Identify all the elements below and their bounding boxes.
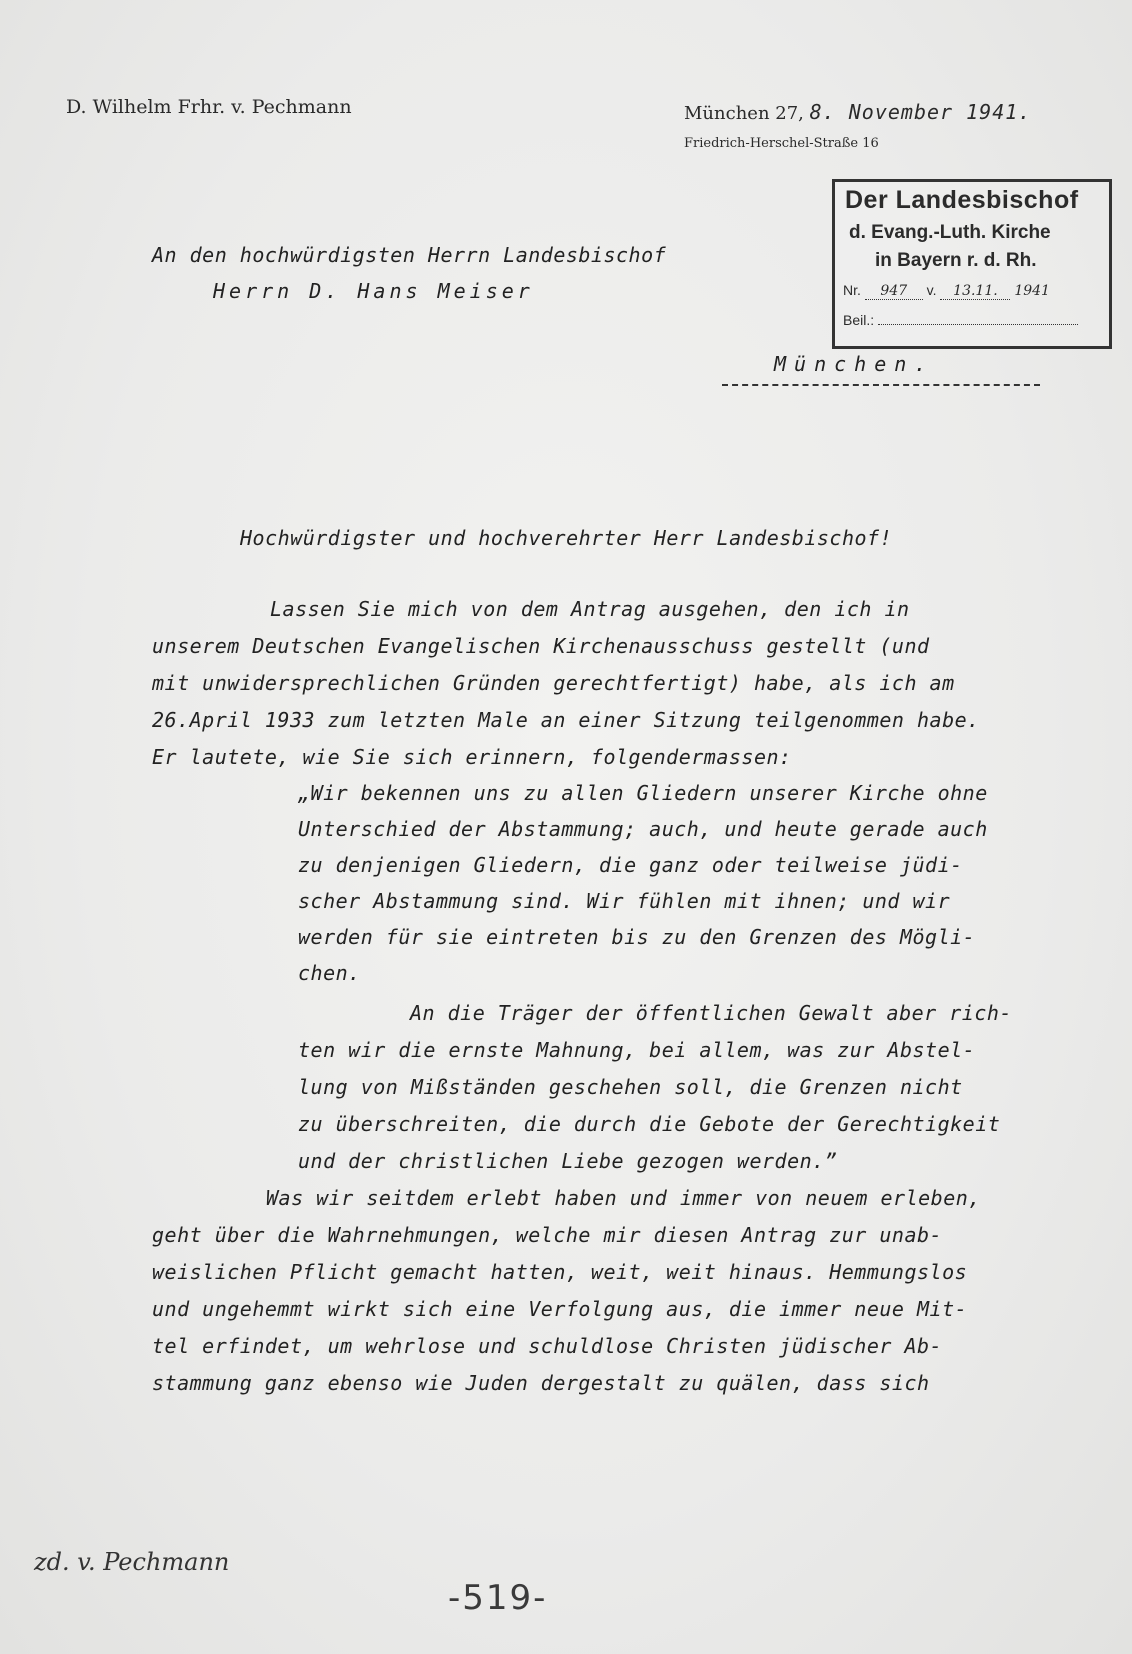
body-line: An die Träger der öffentlichen Gewalt aber rich- <box>410 1001 1012 1025</box>
body-line: lung von Mißständen geschehen soll, die Grenzen nicht <box>298 1075 963 1099</box>
body-line: ten wir die ernste Mahnung, bei allem, was zur Abstel- <box>298 1038 976 1062</box>
body-line: und der christlichen Liebe gezogen werden.” <box>298 1149 838 1173</box>
body-line: tel erfindet, um wehrlose und schuldlose Christen jüdischer Ab- <box>152 1334 943 1358</box>
recipient-line-1: An den hochwürdigsten Herrn Landesbischof <box>152 243 667 267</box>
stamp-v-label: v. <box>926 282 937 298</box>
body-line: Unterschied der Abstammung; auch, und heute gerade auch <box>298 817 988 841</box>
handwritten-signature: zd. v. Pechmann <box>34 1548 230 1576</box>
sender-street: Friedrich-Herschel-Straße 16 <box>684 136 879 151</box>
stamp-beil-row <box>843 312 1093 328</box>
body-line: zu denjenigen Gliedern, die ganz oder teilweise jüdi- <box>298 853 963 877</box>
stamp-date-value: 13.11. <box>940 283 1010 300</box>
body-line: geht über die Wahrnehmungen, welche mir diesen Antrag zur unab- <box>152 1223 943 1247</box>
letter-date: 8. November 1941. <box>809 100 1032 124</box>
body-line: stammung ganz ebenso wie Juden dergestalt zu quälen, dass sich <box>152 1371 930 1395</box>
city-underline <box>722 384 1040 386</box>
stamp-nr-value: 947 <box>865 283 923 300</box>
body-line: und ungehemmt wirkt sich eine Verfolgung aus, die immer neue Mit- <box>152 1297 968 1321</box>
stamp-line-3: in Bayern r. d. Rh. <box>875 250 1037 271</box>
body-line: mit unwidersprechlichen Gründen gerechtfertigt) habe, als ich am <box>152 671 955 695</box>
recipient-city: München. <box>774 352 935 376</box>
body-line: scher Abstammung sind. Wir fühlen mit ihnen; und wir <box>298 889 951 913</box>
body-line: werden für sie eintreten bis zu den Grenzen des Mögli- <box>298 925 976 949</box>
stamp-title: Der Landesbischof <box>845 186 1079 214</box>
archive-page-number: -519- <box>448 1578 548 1618</box>
body-line: „Wir bekennen uns zu allen Gliedern unserer Kirche ohne <box>298 781 988 805</box>
body-line: chen. <box>298 961 361 985</box>
stamp-number-row <box>843 282 1093 300</box>
salutation: Hochwürdigster und hochverehrter Herr Landesbischof! <box>240 526 893 550</box>
body-line: weislichen Pflicht gemacht hatten, weit, weit hinaus. Hemmungslos <box>152 1260 968 1284</box>
stamp-line-2: d. Evang.-Luth. Kirche <box>849 222 1051 243</box>
place: München 27, <box>684 103 804 124</box>
stamp-beil-line <box>878 324 1078 325</box>
receipt-stamp <box>832 179 1112 349</box>
letter-place-date <box>684 100 1031 124</box>
sender-name: D. Wilhelm Frhr. v. Pechmann <box>66 96 352 118</box>
recipient-line-2: Herrn D. Hans Meiser <box>213 279 534 303</box>
body-line: unserem Deutschen Evangelischen Kirchenausschuss gestellt (und <box>152 634 930 658</box>
stamp-year: 1941 <box>1014 283 1050 299</box>
body-line: Lassen Sie mich von dem Antrag ausgehen, den ich in <box>270 597 910 621</box>
stamp-beil-label: Beil.: <box>843 312 875 328</box>
body-line: Er lautete, wie Sie sich erinnern, folgendermassen: <box>152 745 792 769</box>
stamp-nr-label: Nr. <box>843 282 861 298</box>
body-line: zu überschreiten, die durch die Gebote der Gerechtigkeit <box>298 1112 1001 1136</box>
body-line: 26.April 1933 zum letzten Male an einer Sitzung teilgenommen habe. <box>152 708 980 732</box>
body-line: Was wir seitdem erlebt haben und immer von neuem erleben, <box>266 1186 981 1210</box>
